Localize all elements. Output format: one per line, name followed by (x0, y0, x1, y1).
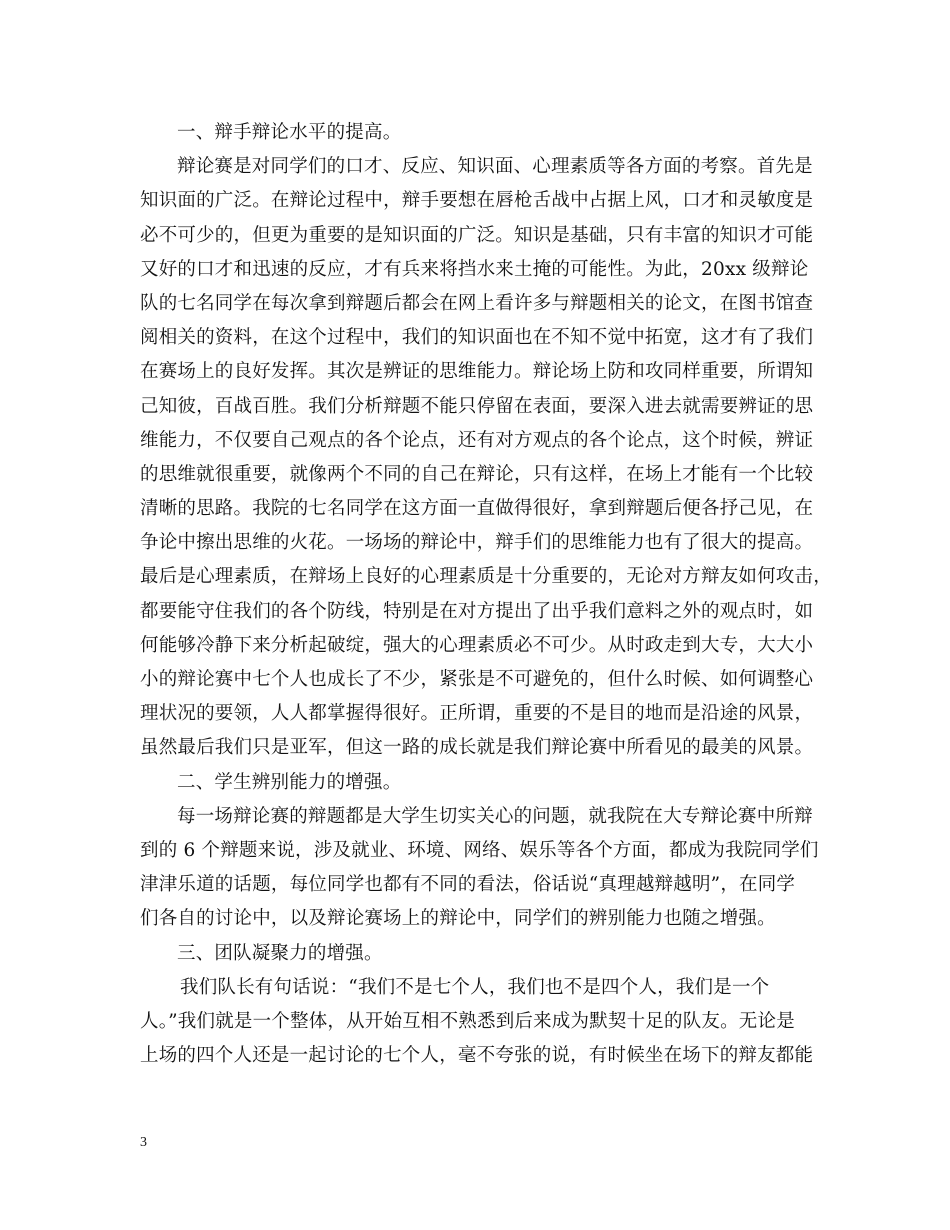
paragraph-line: 必不可少的，但更为重要的是知识面的广泛。知识是基础，只有丰富的知识才可能 (140, 224, 814, 246)
paragraph-line: 们各自的讨论中，以及辩论赛场上的辩论中，同学们的辨别能力也随之增强。 (140, 908, 776, 930)
paragraph-line: 最后是心理素质，在辩场上良好的心理素质是十分重要的，无论对方辩友如何攻击， (140, 566, 832, 588)
paragraph-line: 都要能守住我们的各个防线，特别是在对方提出了出乎我们意料之外的观点时，如 (140, 600, 814, 622)
paragraph-line: 的思维就很重要，就像两个不同的自己在辩论，只有这样，在场上才能有一个比较 (140, 463, 814, 485)
document-body (140, 116, 832, 1073)
paragraph-line: 争论中擦出思维的火花。一场场的辩论中，辩手们的思维能力也有了很大的提高。 (140, 532, 814, 554)
paragraph-line: 己知彼，百战百胜。我们分析辩题不能只停留在表面，要深入进去就需要辨证的思 (140, 395, 814, 417)
paragraph-line: 虽然最后我们只是亚军，但这一路的成长就是我们辩论赛中所看见的最美的风景。 (140, 737, 814, 759)
paragraph-line: 维能力，不仅要自己观点的各个论点，还有对方观点的各个论点，这个时候，辨证 (140, 429, 814, 451)
paragraph-line: 到的 6 个辩题来说，涉及就业、环境、网络、娱乐等各个方面，都成为我院同学们 (140, 839, 819, 861)
paragraph-line: 阅相关的资料，在这个过程中，我们的知识面也在不知不觉中拓宽，这才有了我们 (140, 327, 814, 349)
paragraph-line: 人。”我们就是一个整体，从开始互相不熟悉到后来成为默契十足的队友。无论是 (140, 1010, 795, 1032)
paragraph-line: 知识面的广泛。在辩论过程中，辩手要想在唇枪舌战中占据上风，口才和灵敏度是 (140, 190, 814, 212)
page-number: 3 (140, 1135, 147, 1150)
paragraph-line: 何能够冷静下来分析起破绽，强大的心理素质必不可少。从时政走到大专，大大小 (140, 634, 814, 656)
paragraph-line: 上场的四个人还是一起讨论的七个人，毫不夸张的说，有时候坐在场下的辩友都能 (140, 1045, 814, 1067)
section-heading-2: 二、学生辨别能力的增强。 (177, 771, 402, 793)
paragraph-line: 小的辩论赛中七个人也成长了不少，紧张是不可避免的，但什么时候、如何调整心 (140, 669, 814, 690)
paragraph-line: 队的七名同学在每次拿到辩题后都会在网上看许多与辩题相关的论文，在图书馆查 (140, 292, 814, 314)
paragraph-line: 津津乐道的话题，每位同学也都有不同的看法，俗话说“真理越辩越明”，在同学 (140, 874, 796, 896)
section-heading-3: 三、团队凝聚力的增强。 (177, 942, 383, 964)
paragraph-line: 又好的口才和迅速的反应，才有兵来将挡水来土掩的可能性。为此，20xx 级辩论 (140, 258, 809, 280)
paragraph-line: 我们队长有句话说：“我们不是七个人，我们也不是四个人，我们是一个 (180, 976, 770, 998)
paragraph-line: 辩论赛是对同学们的口才、反应、知识面、心理素质等各方面的考察。首先是 (177, 156, 813, 178)
paragraph-line: 在赛场上的良好发挥。其次是辨证的思维能力。辩论场上防和攻同样重要，所谓知 (140, 361, 814, 383)
paragraph-line: 每一场辩论赛的辩题都是大学生切实关心的问题，就我院在大专辩论赛中所辩 (177, 805, 813, 827)
paragraph-line: 清晰的思路。我院的七名同学在这方面一直做得很好，拿到辩题后便各抒己见，在 (140, 498, 814, 520)
paragraph-line: 理状况的要领，人人都掌握得很好。正所谓，重要的不是目的地而是沿途的风景， (140, 703, 814, 725)
section-heading-1: 一、辩手辩论水平的提高。 (177, 122, 402, 143)
